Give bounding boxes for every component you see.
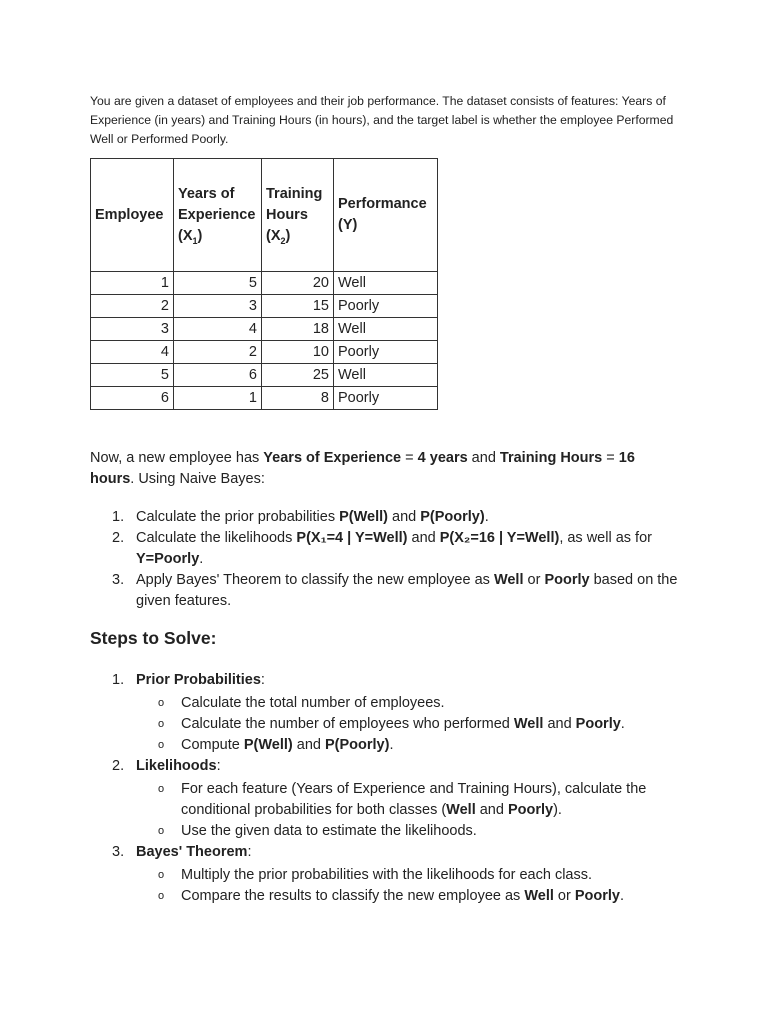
- list-item: o Calculate the total number of employees.: [136, 693, 682, 714]
- list-item: 2. Likelihoods: o For each feature (Years of Experience and Training Hours), calculate the conditional probabilities for both classes (Well and Poorly). o Use the given data to estimate the likelihoods.: [112, 756, 682, 842]
- cell-employee: 4: [91, 341, 174, 364]
- table-row: [91, 295, 438, 318]
- table-row: [91, 364, 438, 387]
- bullet-icon: o: [158, 869, 165, 881]
- header-performance: Performance (Y): [334, 159, 438, 272]
- sub-list: [136, 693, 682, 756]
- cell-employee: 2: [91, 295, 174, 318]
- list-item: o Calculate the number of employees who performed Well and Poorly.: [136, 714, 682, 735]
- bullet-icon: o: [158, 890, 165, 902]
- list-item: o For each feature (Years of Experience and Training Hours), calculate the conditional probabilities for both classes (Well and Poorly).: [158, 781, 647, 818]
- cell-experience: 6: [174, 364, 262, 387]
- task-list: [112, 507, 682, 612]
- bullet-icon: o: [158, 697, 165, 709]
- list-item: o Multiply the prior probabilities with the likelihoods for each class.: [136, 865, 682, 886]
- list-item: o Compute P(Well) and P(Poorly).: [136, 735, 682, 756]
- sub-list: [136, 779, 682, 842]
- bullet-icon: o: [158, 739, 165, 751]
- cell-training: 15: [262, 295, 334, 318]
- cell-performance: Poorly: [334, 341, 438, 364]
- list-item: 3. Apply Bayes' Theorem to classify the new employee as Well or Poorly based on the given features.: [112, 572, 678, 609]
- list-item: 2. Calculate the likelihoods P(X₁=4 | Y=Well) and P(X₂=16 | Y=Well), as well as for Y=Poorly.: [112, 530, 652, 567]
- list-item: o Use the given data to estimate the likelihoods.: [136, 821, 682, 842]
- cell-training: 18: [262, 318, 334, 341]
- cell-employee: 3: [91, 318, 174, 341]
- cell-experience: 5: [174, 272, 262, 295]
- table-row: [91, 272, 438, 295]
- steps-list: [112, 670, 682, 907]
- intro-paragraph: You are given a dataset of employees and their job performance. The dataset consists of features: Years of Experience (in years) and Training Hours (in hours), and the target label is whether the employee Performed Well or Performed Poorly.: [90, 94, 674, 146]
- list-item: 1. Prior Probabilities: o Calculate the total number of employees. o Calculate the number of employees who performed Well and Poorly. o Compute P(Well) and P(Poorly).: [112, 670, 682, 756]
- cell-experience: 4: [174, 318, 262, 341]
- cell-training: 25: [262, 364, 334, 387]
- cell-training: 10: [262, 341, 334, 364]
- bullet-icon: o: [158, 718, 165, 730]
- cell-performance: Well: [334, 364, 438, 387]
- cell-performance: Well: [334, 318, 438, 341]
- steps-heading: Steps to Solve:: [90, 628, 217, 648]
- list-item: 3. Bayes' Theorem: o Multiply the prior probabilities with the likelihoods for each class. o Compare the results to classify the new employee as Well or Poorly.: [112, 842, 682, 907]
- header-training: Training Hours $(X_2)$: [262, 159, 334, 272]
- cell-experience: 1: [174, 387, 262, 410]
- table-row: [91, 318, 438, 341]
- sub-list: [136, 865, 682, 907]
- cell-employee: 5: [91, 364, 174, 387]
- cell-training: 20: [262, 272, 334, 295]
- cell-employee: 1: [91, 272, 174, 295]
- cell-performance: Poorly: [334, 387, 438, 410]
- table-row: [91, 387, 438, 410]
- table-row: [91, 341, 438, 364]
- cell-employee: 6: [91, 387, 174, 410]
- cell-experience: 2: [174, 341, 262, 364]
- employee-data-table: [90, 158, 438, 410]
- header-employee: Employee: [91, 159, 174, 272]
- cell-performance: Poorly: [334, 295, 438, 318]
- cell-experience: 3: [174, 295, 262, 318]
- list-item: o Compare the results to classify the new employee as Well or Poorly.: [136, 886, 682, 907]
- new-employee-paragraph: Now, a new employee has Years of Experience = 4 years and Training Hours = 16 hours. Using Naive Bayes:: [90, 450, 635, 487]
- list-item: 1. Calculate the prior probabilities P(Well) and P(Poorly).: [112, 509, 489, 525]
- header-experience: Years of Experience $(X_1)$: [174, 159, 262, 272]
- table-header-row: [91, 159, 438, 272]
- bullet-icon: o: [158, 783, 165, 795]
- cell-training: 8: [262, 387, 334, 410]
- bullet-icon: o: [158, 825, 165, 837]
- cell-performance: Well: [334, 272, 438, 295]
